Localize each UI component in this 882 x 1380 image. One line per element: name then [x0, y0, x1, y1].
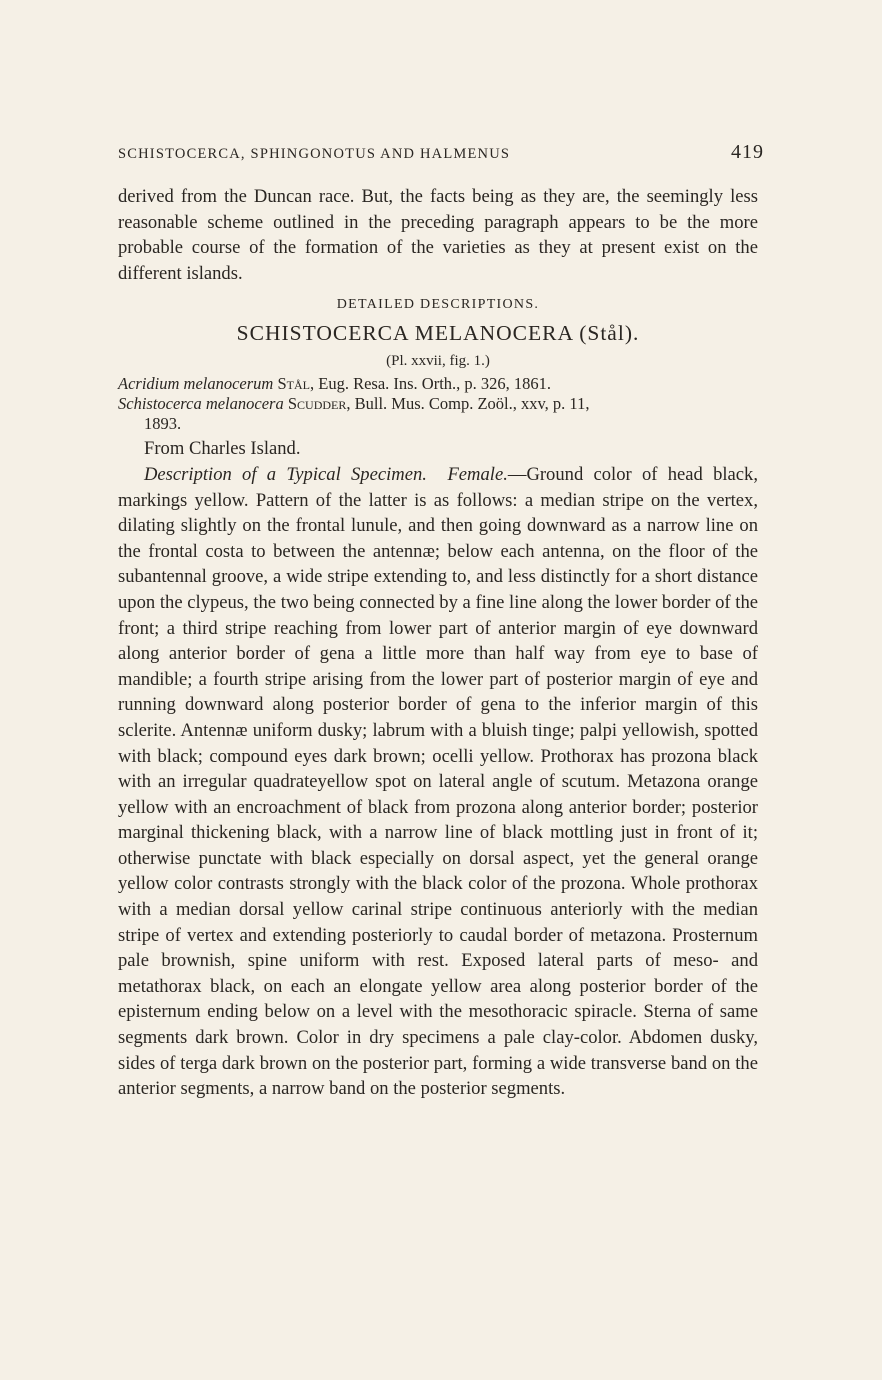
locality: From Charles Island.: [144, 438, 301, 460]
plate-reference: (Pl. xxvii, fig. 1.): [386, 353, 490, 370]
description-label: Description of a Typical Specimen.: [144, 463, 427, 485]
synonymy-list: [118, 374, 758, 434]
running-header: [118, 141, 764, 164]
synonym-name: Acridium melanocerum: [118, 374, 274, 394]
synonym-author: Stål,: [277, 374, 315, 394]
species-title: SCHISTOCERCA MELANOCERA (Stål).: [236, 321, 640, 346]
running-title: SCHISTOCERCA, SPHINGONOTUS AND HALMENUS: [118, 146, 511, 162]
description-text: —Ground color of head black, markings yellow. Pattern of the latter is as follows: a median stripe on the vertex, dilating slightly on the frontal lunule, and then going downward as a narrow line on the frontal costa to between the antennæ; below each antenna, on the floor of the subantennal groove, a wide stripe extending to, and less distinctly for a short distance upon the clypeus, the two being connected by a fine line along the lower border of the front; a third stripe reaching from lower part of anterior margin of eye downward along anterior border of gena a little more than half way from eye to base of mandible; a fourth stripe arising from the lower part of posterior margin of eye and running downward along posterior border of gena to the inferior margin of this sclerite. Antennæ uniform dusky; labrum with a bluish tinge; palpi yellowish, spotted with black; compound eyes dark brown; ocelli yellow. Prothorax has prozona black with an irregular quadrateyellow spot on lateral angle of scutum. Metazona orange yellow with an encroachment of black from prozona along anterior border; posterior marginal thickening black, with a narrow line of black mottling just in front of it; otherwise punctate with black especially on dorsal aspect, yet the general orange yellow color contrasts strongly with the black color of the prozona. Whole prothorax with a median dorsal yellow carinal stripe continuous anteriorly with the median stripe of vertex and extending posteriorly to caudal border of metazona. Prosternum pale brownish, spine uniform with rest. Exposed lateral parts of meso- and metathorax black, on each an elongate yellow area along posterior border of the episternum ending below on a level with the mesothoracic spiracle. Sterna of same segments dark brown. Color in dry specimens a pale clay-color. Abdomen dusky, sides of terga dark brown on the posterior part, forming a wide transverse band on the anterior segments, a narrow band on the posterior segments.: [118, 463, 759, 1100]
intro-paragraph: derived from the Duncan race. But, the facts being as they are, the seemingly less reasonable scheme outlined in the preceding paragraph appears to be the more probable course of the formation of the varieties as they at present exist on the different islands.: [118, 186, 758, 284]
synonym-citation: Eug. Resa. Ins. Orth., p. 326, 1861.: [314, 374, 552, 394]
page-body: [118, 184, 758, 1102]
page-number: 419: [731, 141, 764, 163]
synonym-year-continuation: 1893.: [144, 414, 182, 434]
sex-label: Female.: [447, 463, 508, 485]
synonym-entry: [118, 394, 758, 414]
synonym-name: Schistocerca melanocera: [118, 394, 284, 414]
section-heading: DETAILED DESCRIPTIONS.: [336, 297, 540, 313]
synonym-citation: Bull. Mus. Comp. Zoöl., xxv, p. 11,: [350, 394, 590, 414]
synonym-author: Scudder,: [287, 394, 351, 414]
synonym-entry: [118, 374, 758, 394]
description-paragraph: [118, 462, 758, 1102]
